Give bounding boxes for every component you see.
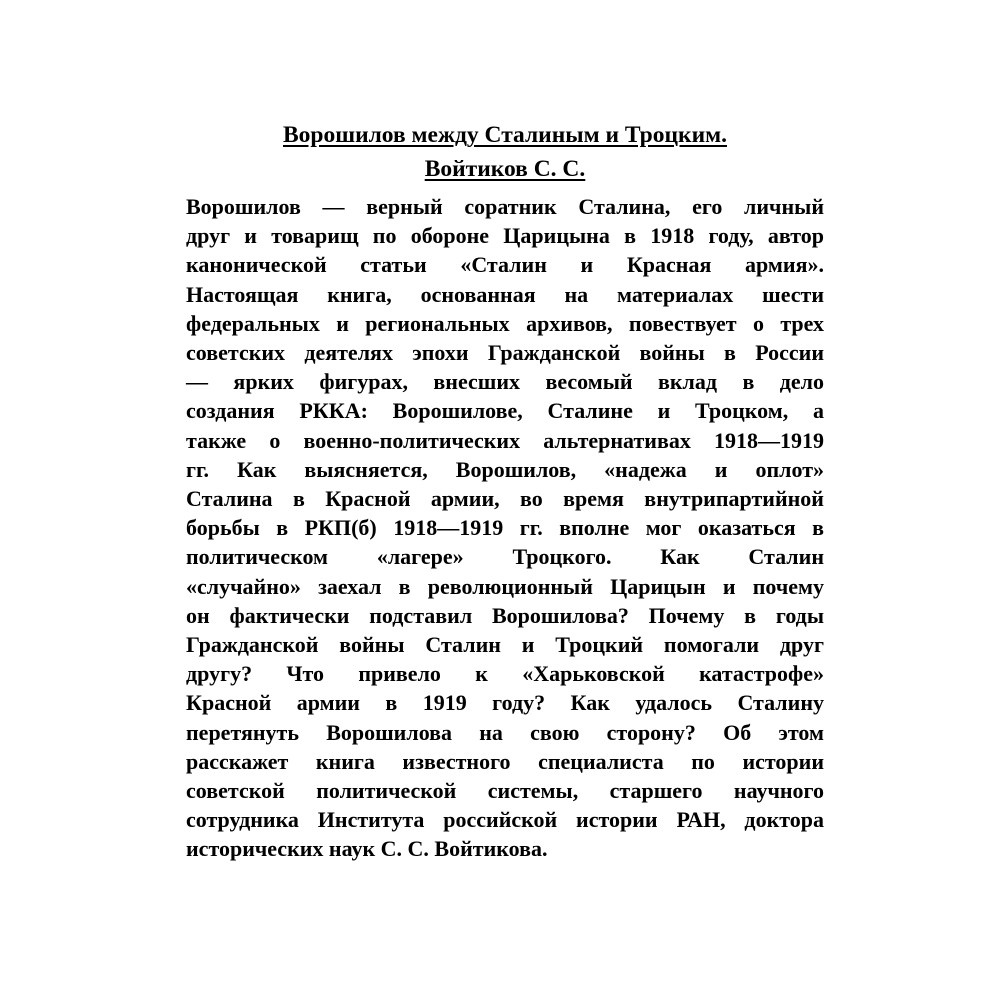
body-line: — ярких фигурах, внесших весомый вклад в дело <box>186 369 824 395</box>
body-line: борьбы в РКП(б) 1918—1919 гг. вполне мог оказаться в <box>186 515 824 541</box>
body-line: расскажет книга известного специалиста по истории <box>186 748 824 774</box>
body-line: «случайно» заехал в революционный Царицын и почему <box>186 573 824 599</box>
body-line: федеральных и региональных архивов, повествует о трех <box>186 310 824 336</box>
body-line: советской политической системы, старшего научного <box>186 778 824 804</box>
document-page <box>186 118 824 864</box>
body-line: Красной армии в 1919 году? Как удалось Сталину <box>186 690 824 716</box>
body-line: советских деятелях эпохи Гражданской войны в России <box>186 340 824 366</box>
body-line: Сталина в Красной армии, во время внутрипартийной <box>186 486 824 512</box>
body-line: он фактически подставил Ворошилова? Почему в годы <box>186 602 824 628</box>
body-line: создания РККА: Ворошилове, Сталине и Троцком, а <box>186 398 824 424</box>
body-line: сотрудника Института российской истории РАН, доктора <box>186 807 824 833</box>
body-line: канонической статьи «Сталин и Красная армия». <box>186 252 824 278</box>
body-line: другу? Что привело к «Харьковской катастрофе» <box>186 661 824 687</box>
body-line: гг. Как выясняется, Ворошилов, «надежа и оплот» <box>186 456 824 482</box>
document-title <box>186 118 824 186</box>
title-line-2: Войтиков С. С. <box>424 156 586 182</box>
body-line: Настоящая книга, основанная на материалах шести <box>186 281 824 307</box>
body-line: политическом «лагере» Троцкого. Как Сталин <box>186 544 824 570</box>
title-line-1: Ворошилов между Сталиным и Троцким. <box>283 122 727 148</box>
body-line: перетянуть Ворошилова на свою сторону? Об этом <box>186 719 824 745</box>
body-line: также о военно-политических альтернативах 1918—1919 <box>186 427 824 453</box>
body-line: Гражданской войны Сталин и Троцкий помогали друг <box>186 632 824 658</box>
body-line: друг и товарищ по обороне Царицына в 1918 году, автор <box>186 223 824 249</box>
body-line: Ворошилов — верный соратник Сталина, его личный <box>186 194 824 219</box>
body-line: исторических наук С. С. Войтикова. <box>186 836 548 862</box>
document-body <box>186 192 824 864</box>
